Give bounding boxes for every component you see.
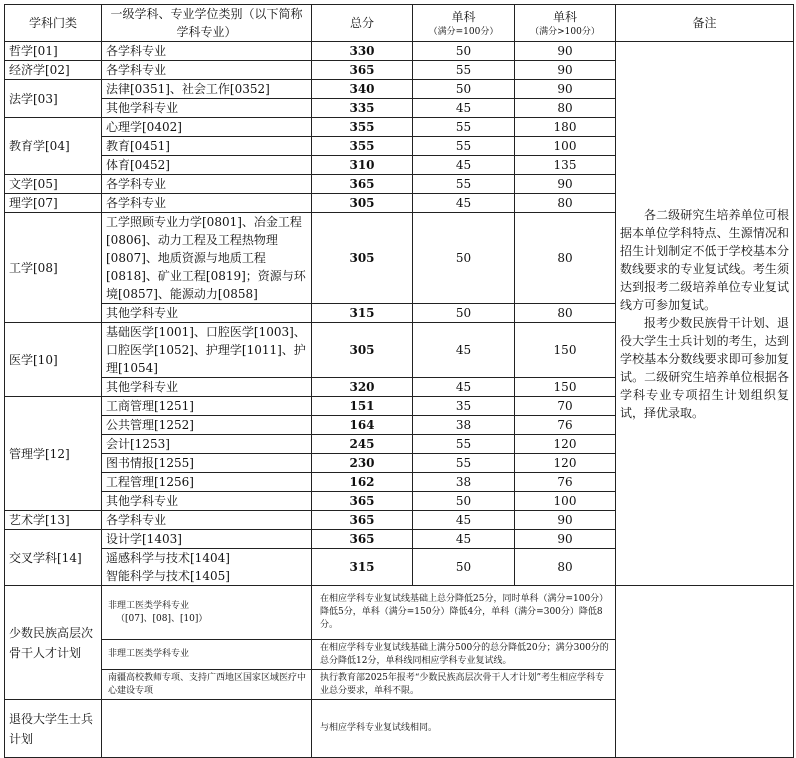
single-100-cell: 38 (413, 473, 515, 492)
single-100-cell: 50 (413, 492, 515, 511)
discipline-cell: 各学科专业 (102, 42, 312, 61)
total-cell: 162 (312, 473, 413, 492)
discipline-cell: 南疆高校教师专项、支持广西地区国家区域医疗中心建设专项 (102, 670, 312, 700)
total-cell: 305 (312, 323, 413, 378)
table-row (5, 586, 794, 640)
remark-cell (616, 42, 794, 586)
single-over100-cell: 90 (515, 42, 616, 61)
single-100-cell: 35 (413, 397, 515, 416)
single-100-cell: 55 (413, 137, 515, 156)
table-row (5, 700, 794, 758)
total-cell: 230 (312, 454, 413, 473)
single-100-cell: 50 (413, 304, 515, 323)
category-cell: 交叉学科[14] (5, 530, 102, 586)
single-over100-cell: 90 (515, 61, 616, 80)
single-over100-cell: 100 (515, 137, 616, 156)
category-cell: 文学[05] (5, 175, 102, 194)
empty-remark-cell (616, 700, 794, 758)
total-cell: 365 (312, 492, 413, 511)
rule-cell: 在相应学科专业复试线基础上满分500分的总分降低20分；满分300分的总分降低12分，单科线同相应学科专业复试线。 (312, 640, 616, 670)
total-cell: 315 (312, 304, 413, 323)
header-discipline: 一级学科、专业学位类别（以下简称学科专业） (102, 5, 312, 42)
category-cell: 退役大学生士兵计划 (5, 700, 102, 758)
single-100-cell: 45 (413, 511, 515, 530)
discipline-cell: 公共管理[1252] (102, 416, 312, 435)
discipline-cell: 体育[0452] (102, 156, 312, 175)
discipline-cell: 工程管理[1256] (102, 473, 312, 492)
category-cell: 医学[10] (5, 323, 102, 397)
discipline-cell: 其他学科专业 (102, 99, 312, 118)
discipline-cell: 心理学[0402] (102, 118, 312, 137)
table-row (5, 42, 794, 61)
single-over100-cell: 80 (515, 213, 616, 304)
category-cell: 艺术学[13] (5, 511, 102, 530)
category-cell: 教育学[04] (5, 118, 102, 175)
empty-remark-cell (616, 586, 794, 640)
single-100-cell: 45 (413, 156, 515, 175)
single-100-cell: 45 (413, 378, 515, 397)
discipline-cell: 工学照顾专业力学[0801]、冶金工程[0806]、动力工程及工程热物理[0807]、地质资源与地质工程[0818]、矿业工程[0819]；资源与环境[0857]、能源动力[0858] (102, 213, 312, 304)
single-100-cell: 50 (413, 80, 515, 99)
discipline-cell: 遥感科学与技术[1404] 智能科学与技术[1405] (102, 549, 312, 586)
single-over100-cell: 80 (515, 304, 616, 323)
total-cell: 355 (312, 137, 413, 156)
discipline-cell: 各学科专业 (102, 511, 312, 530)
total-cell: 245 (312, 435, 413, 454)
single-over100-cell: 135 (515, 156, 616, 175)
discipline-cell: 各学科专业 (102, 61, 312, 80)
single-100-cell: 55 (413, 435, 515, 454)
single-over100-cell: 100 (515, 492, 616, 511)
header-total: 总分 (312, 5, 413, 42)
discipline-cell: 各学科专业 (102, 194, 312, 213)
total-cell: 365 (312, 530, 413, 549)
single-over100-cell: 150 (515, 378, 616, 397)
single-100-cell: 45 (413, 99, 515, 118)
rule-cell: 在相应学科专业复试线基础上总分降低25分，同时单科（满分=100分）降低5分，单科（满分=150分）降低4分，单科（满分=300分）降低8分。 (312, 586, 616, 640)
total-cell: 310 (312, 156, 413, 175)
single-over100-cell: 70 (515, 397, 616, 416)
header-category: 学科门类 (5, 5, 102, 42)
total-cell: 355 (312, 118, 413, 137)
total-cell: 151 (312, 397, 413, 416)
single-100-cell: 55 (413, 175, 515, 194)
single-over100-cell: 90 (515, 530, 616, 549)
discipline-cell: 其他学科专业 (102, 492, 312, 511)
single-100-cell: 38 (413, 416, 515, 435)
discipline-cell: 非理工医类学科专业 (102, 640, 312, 670)
single-100-cell: 45 (413, 194, 515, 213)
single-over100-cell: 80 (515, 194, 616, 213)
single-over100-cell: 76 (515, 473, 616, 492)
single-over100-cell: 120 (515, 454, 616, 473)
single-over100-cell: 150 (515, 323, 616, 378)
total-cell: 365 (312, 511, 413, 530)
single-over100-cell: 180 (515, 118, 616, 137)
total-cell: 365 (312, 175, 413, 194)
empty-remark-cell (616, 640, 794, 670)
single-over100-cell: 80 (515, 549, 616, 586)
discipline-cell (102, 700, 312, 758)
total-cell: 164 (312, 416, 413, 435)
single-100-cell: 50 (413, 42, 515, 61)
discipline-cell: 设计学[1403] (102, 530, 312, 549)
category-cell: 经济学[02] (5, 61, 102, 80)
category-cell: 法学[03] (5, 80, 102, 118)
discipline-cell: 其他学科专业 (102, 304, 312, 323)
category-cell: 哲学[01] (5, 42, 102, 61)
remark-paragraph: 报考少数民族骨干计划、退役大学生士兵计划的考生，达到学校基本分数线要求即可参加复试。二级研究生培养单位根据各学科专业专项招生计划组织复试，择优录取。 (620, 315, 789, 420)
total-cell: 315 (312, 549, 413, 586)
empty-remark-cell (616, 670, 794, 700)
score-table (4, 4, 794, 758)
single-over100-cell: 76 (515, 416, 616, 435)
rule-cell: 与相应学科专业复试线相同。 (312, 700, 616, 758)
discipline-cell: 法律[0351]、社会工作[0352] (102, 80, 312, 99)
discipline-cell: 图书情报[1255] (102, 454, 312, 473)
total-cell: 365 (312, 61, 413, 80)
total-cell: 305 (312, 213, 413, 304)
total-cell: 305 (312, 194, 413, 213)
category-cell: 工学[08] (5, 213, 102, 323)
total-cell: 320 (312, 378, 413, 397)
single-100-cell: 50 (413, 549, 515, 586)
single-100-cell: 55 (413, 118, 515, 137)
discipline-cell: 其他学科专业 (102, 378, 312, 397)
category-cell: 少数民族高层次骨干人才计划 (5, 586, 102, 700)
header-single-100: 单科 （满分=100分） (413, 5, 515, 42)
header-single-over100: 单科 （满分>100分） (515, 5, 616, 42)
single-over100-cell: 90 (515, 175, 616, 194)
discipline-cell: 各学科专业 (102, 175, 312, 194)
single-over100-cell: 90 (515, 80, 616, 99)
rule-cell: 执行教育部2025年报考“少数民族高层次骨干人才计划”考生相应学科专业总分要求，单科不限。 (312, 670, 616, 700)
category-cell: 理学[07] (5, 194, 102, 213)
single-100-cell: 45 (413, 323, 515, 378)
total-cell: 335 (312, 99, 413, 118)
discipline-cell: 非理工医类学科专业 （[07]、[08]、[10]） (102, 586, 312, 640)
table-row (5, 640, 794, 670)
single-over100-cell: 80 (515, 99, 616, 118)
single-over100-cell: 90 (515, 511, 616, 530)
discipline-cell: 工商管理[1251] (102, 397, 312, 416)
total-cell: 330 (312, 42, 413, 61)
single-over100-cell: 120 (515, 435, 616, 454)
remark-paragraph: 各二级研究生培养单位可根据本单位学科特点、生源情况和招生计划制定不低于学校基本分数线要求的专业复试线。考生须达到报考二级培养单位专业复试线方可参加复试。 (620, 207, 789, 312)
single-100-cell: 50 (413, 213, 515, 304)
discipline-cell: 教育[0451] (102, 137, 312, 156)
table-row (5, 670, 794, 700)
total-cell: 340 (312, 80, 413, 99)
header-remark: 备注 (616, 5, 794, 42)
single-100-cell: 55 (413, 61, 515, 80)
single-100-cell: 45 (413, 530, 515, 549)
single-100-cell: 55 (413, 454, 515, 473)
discipline-cell: 会计[1253] (102, 435, 312, 454)
category-cell: 管理学[12] (5, 397, 102, 511)
discipline-cell: 基础医学[1001]、口腔医学[1003]、口腔医学[1052]、护理学[1011]、护理[1054] (102, 323, 312, 378)
